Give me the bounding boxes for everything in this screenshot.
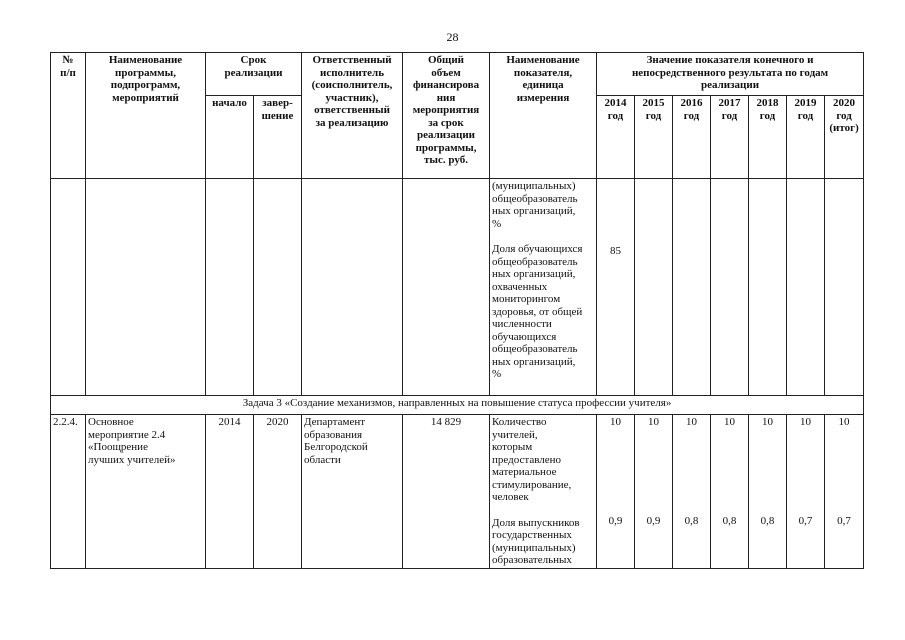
row-executor: Департамент образования Белгородской области: [302, 415, 403, 569]
header-year: 2015 год: [635, 96, 673, 179]
table-row-2-2-4: [51, 415, 864, 569]
task-row: [51, 396, 864, 415]
indicator-text: (муниципальных) общеобразователь ных организаций, %: [492, 180, 578, 230]
header-program: Наименование программы, подпрограмм, мероприятий: [86, 53, 206, 179]
row-end: 2020: [254, 415, 302, 569]
indicator-text: Количество учителей, которым предоставлено материальное стимулирование, человек: [492, 416, 572, 503]
row-program: Основное мероприятие 2.4 «Поощрение лучших учителей»: [86, 415, 206, 569]
header-indicator: Наименование показателя, единица измерения: [490, 53, 597, 179]
header-term: Срок реализации: [206, 53, 302, 96]
value-cell: 10: [610, 416, 622, 428]
table-row-continuation: [51, 179, 864, 396]
value-cell: 0,8: [684, 514, 699, 527]
indicators-table: [50, 52, 864, 569]
value-cell: 0,7: [837, 514, 851, 527]
table-header: [51, 53, 864, 179]
header-funding: Общий объем финансирова ния мероприятия за срок реализации программы, тыс. руб.: [403, 53, 490, 179]
value-cell: 10: [800, 416, 812, 428]
row-funding: 14 829: [403, 415, 490, 569]
indicator-text: Доля обучающихся общеобразователь ных организаций, охваченных мониторингом здоровья, от общей численности обучающихся общеобразователь ных организаций, %: [492, 243, 583, 380]
value-cell: 0,8: [760, 514, 775, 527]
value-cell: 0,9: [608, 514, 623, 527]
value-cell: 10: [686, 416, 698, 428]
header-start: начало: [206, 96, 254, 179]
page-number: 28: [446, 30, 459, 44]
header-year: 2018 год: [749, 96, 787, 179]
indicator-text: Доля выпускников государственных (муниципальных) образовательных: [492, 516, 580, 566]
header-values-group: Значение показателя конечного и непосредственного результата по годам реализации: [597, 53, 864, 96]
value-cell: 0,7: [798, 514, 813, 527]
header-year: 2020 год (итог): [825, 96, 864, 179]
value-cell: 10: [838, 416, 850, 428]
value-cell: 10: [762, 416, 774, 428]
row-num: 2.2.4.: [51, 415, 86, 569]
indicator-value: 85: [610, 245, 622, 257]
value-cell: 10: [724, 416, 736, 428]
value-cell: 0,8: [722, 514, 737, 527]
header-executor: Ответственный исполнитель (соисполнитель, участник), ответственный за реализацию: [302, 53, 403, 179]
row-start: 2014: [206, 415, 254, 569]
header-year: 2014 год: [597, 96, 635, 179]
value-cell: 10: [648, 416, 660, 428]
task-title: Задача 3 «Создание механизмов, направленных на повышение статуса профессии учителя»: [51, 396, 864, 415]
header-year: 2019 год: [787, 96, 825, 179]
header-end: завер- шение: [254, 96, 302, 179]
header-year: 2017 год: [711, 96, 749, 179]
value-cell: 0,9: [646, 514, 661, 527]
header-year: 2016 год: [673, 96, 711, 179]
header-num: № п/п: [51, 53, 86, 179]
